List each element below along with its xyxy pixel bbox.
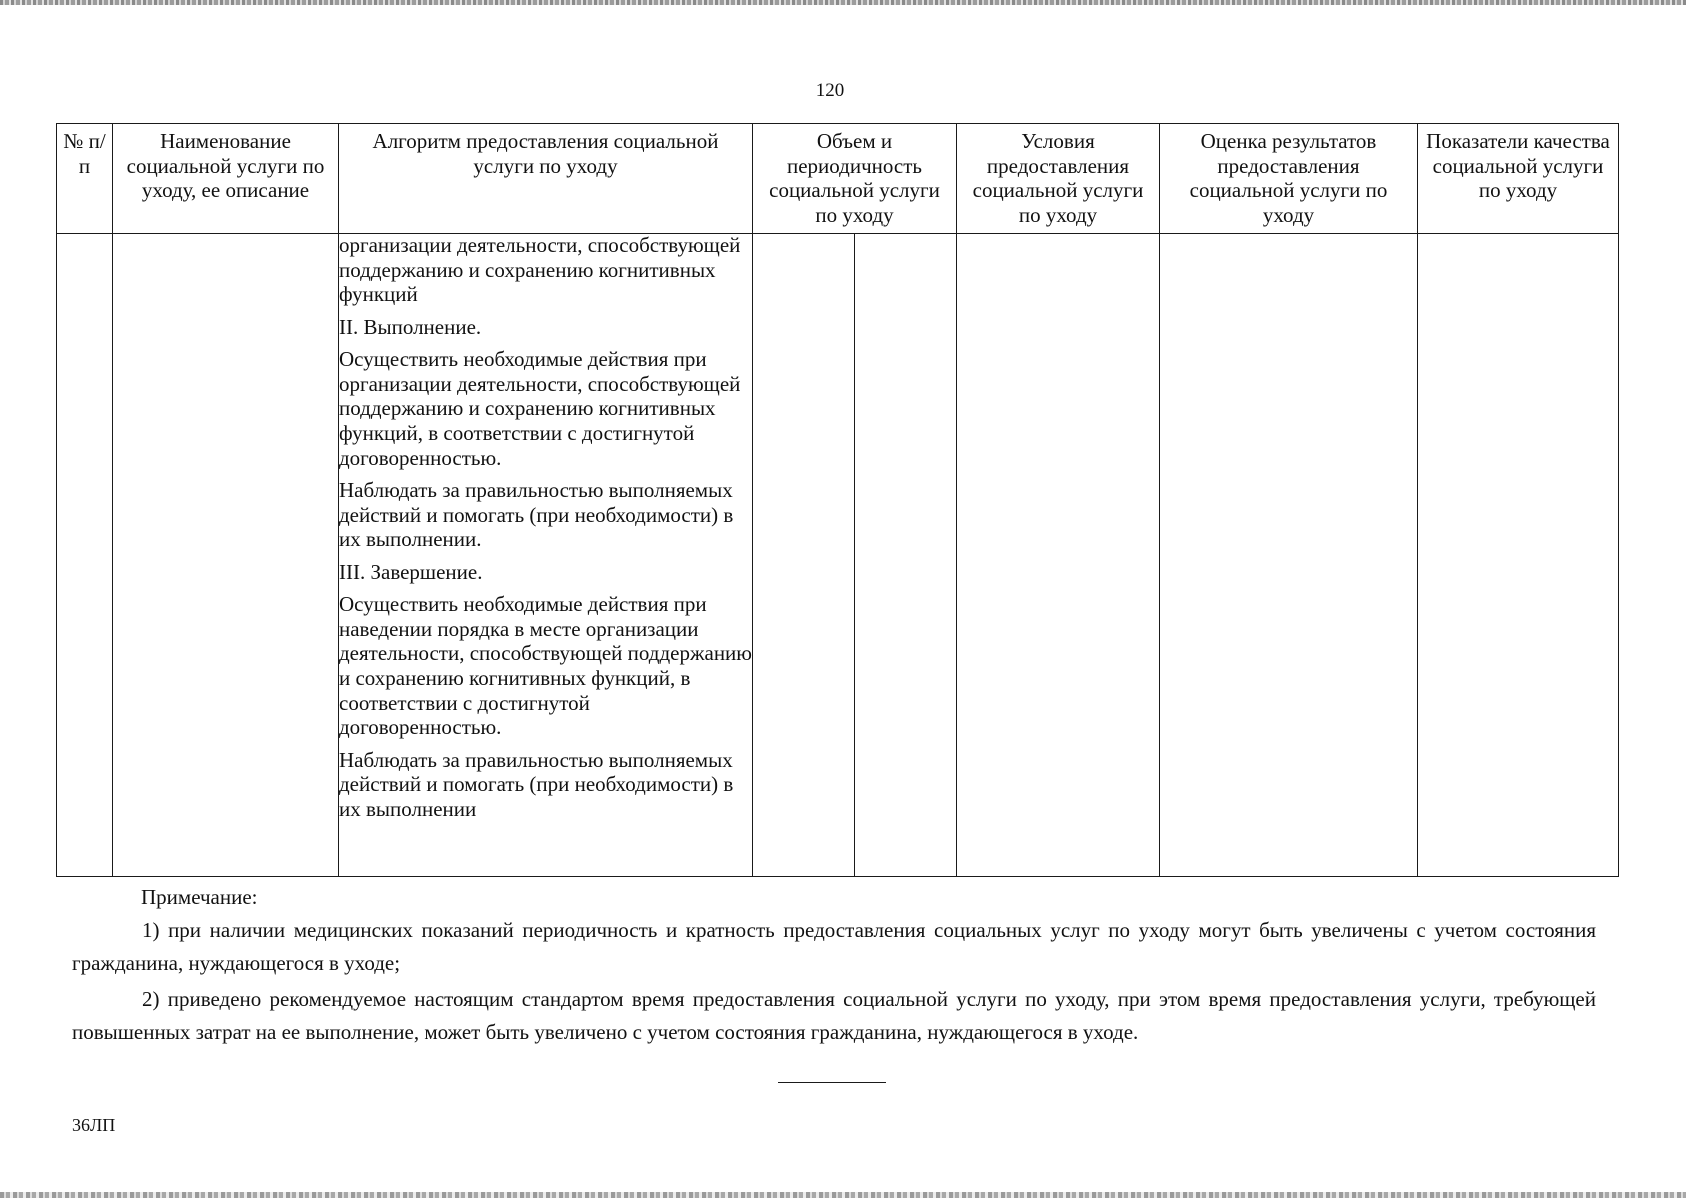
cell-volume: [753, 234, 855, 877]
header-service-name: Наименование социальной услуги по уходу, ее описание: [113, 124, 339, 234]
note-title: Примечание:: [141, 885, 258, 909]
page-number: 120: [815, 80, 845, 101]
algorithm-stage-heading: III. Завершение.: [339, 559, 483, 584]
algorithm-paragraph: Осуществить необходимые действия при наведении порядка в месте организации деятельности, способствующей поддержанию и сохранению когнитивных функций, в соответствии с достигнутой договоренностью.: [339, 592, 752, 740]
header-quality: Показатели качества социальной услуги по уходу: [1418, 124, 1619, 234]
algorithm-paragraph: Наблюдать за правильностью выполняемых действий и помогать (при необходимости) в их выполнении.: [339, 478, 734, 552]
cell-number: [57, 234, 113, 877]
cell-conditions: [957, 234, 1160, 877]
cell-algorithm: [339, 234, 753, 877]
algorithm-paragraph: Осуществить необходимые действия при организации деятельности, способствующей поддержанию и сохранению когнитивных функций, в соответствии с достигнутой договоренностью.: [339, 347, 741, 470]
scan-edge-bottom: [0, 1192, 1686, 1198]
header-evaluation: Оценка результатов предоставления социальной услуги по уходу: [1160, 124, 1418, 234]
scan-edge-top: [0, 0, 1686, 5]
header-volume-periodicity: Объем и периодичность социальной услуги по уходу: [753, 124, 957, 234]
header-number: № п/п: [57, 124, 113, 234]
end-divider: [778, 1082, 886, 1083]
algorithm-stage-heading: II. Выполнение.: [339, 314, 482, 339]
table-header-row: [57, 124, 1619, 234]
document-code: 36ЛП: [72, 1115, 116, 1135]
care-service-table: [56, 123, 1619, 877]
cell-quality: [1418, 234, 1619, 877]
note-item-1: 1) при наличии медицинских показаний периодичность и кратность предоставления социальных услуг по уходу могут быть увеличены с учетом состояния гражданина, нуждающегося в уходе;: [72, 918, 1596, 975]
algorithm-paragraph: Наблюдать за правильностью выполняемых действий и помогать (при необходимости) в их выполнении: [339, 747, 734, 821]
algorithm-paragraph: организации деятельности, способствующей поддержанию и сохранению когнитивных функций: [339, 233, 741, 307]
header-algorithm: Алгоритм предоставления социальной услуги по уходу: [339, 124, 753, 234]
cell-service-name: [113, 234, 339, 877]
table-row: [57, 234, 1619, 877]
cell-periodicity: [855, 234, 957, 877]
note-item-2: 2) приведено рекомендуемое настоящим стандартом время предоставления социальной услуги по уходу, при этом время предоставления услуги, требующей повышенных затрат на ее выполнение, может быть увеличено с учетом состояния гражданина, нуждающегося в уходе.: [72, 987, 1596, 1044]
cell-evaluation: [1160, 234, 1418, 877]
header-conditions: Условия предоставления социальной услуги по уходу: [957, 124, 1160, 234]
